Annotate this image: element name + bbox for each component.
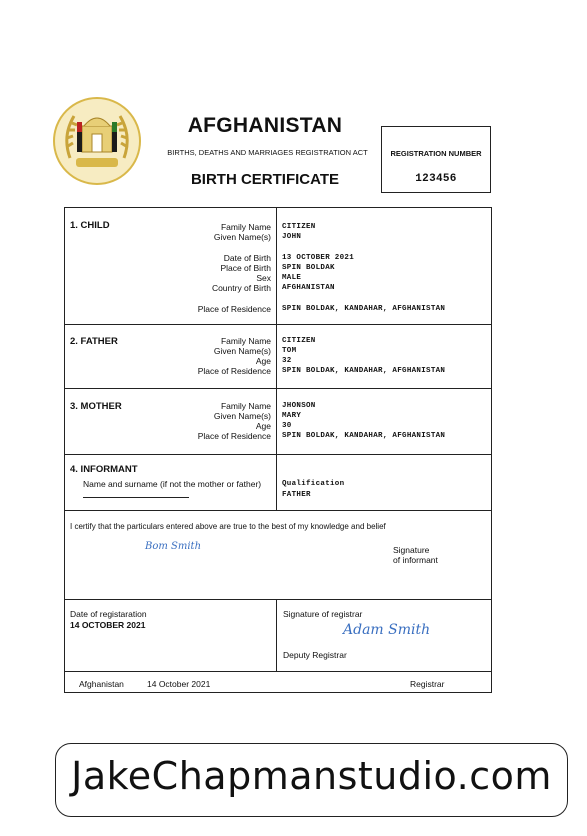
- mother-age: 30: [282, 422, 292, 430]
- informant-signature: Bom Smith: [145, 541, 202, 552]
- child-residence: SPIN BOLDAK, KANDAHAR, AFGHANISTAN: [282, 305, 446, 313]
- mother-age-label: Age: [255, 421, 271, 431]
- registration-box: [381, 126, 491, 193]
- column-divider: [276, 208, 277, 510]
- child-family-name-label: Family Name: [220, 222, 271, 232]
- child-given-names-label: Given Name(s): [213, 232, 271, 242]
- child-family-name: CITIZEN: [282, 223, 316, 231]
- section-father-heading: 2. FATHER: [70, 336, 118, 347]
- qualification-value: FATHER: [282, 491, 311, 499]
- registration-number: 123456: [415, 173, 457, 185]
- father-age: 32: [282, 357, 292, 365]
- child-pob-label: Place of Birth: [220, 263, 271, 273]
- father-family-name: CITIZEN: [282, 337, 316, 345]
- mother-given-names-label: Given Name(s): [213, 411, 271, 421]
- child-cob-label: Country of Birth: [211, 283, 271, 293]
- document-type: BIRTH CERTIFICATE: [190, 171, 340, 188]
- child-sex-label: Sex: [256, 273, 271, 283]
- child-cob: AFGHANISTAN: [282, 284, 335, 292]
- registration-date-label: Date of registaration: [70, 609, 147, 619]
- divider: [65, 599, 491, 600]
- registrar-signature-label: Signature of registrar: [283, 609, 363, 619]
- divider: [65, 510, 491, 511]
- divider: [65, 324, 491, 325]
- child-given-names: JOHN: [282, 233, 302, 241]
- child-pob: SPIN BOLDAK: [282, 264, 335, 272]
- section-informant-heading: 4. INFORMANT: [70, 464, 138, 475]
- mother-residence: SPIN BOLDAK, KANDAHAR, AFGHANISTAN: [282, 432, 446, 440]
- act-subtitle: BIRTHS, DEATHS AND MARRIAGES REGISTRATION ACT: [167, 148, 368, 157]
- mother-residence-label: Place of Residence: [197, 431, 271, 441]
- informant-label: of informant: [393, 555, 438, 565]
- column-divider: [276, 599, 277, 671]
- child-residence-label: Place of Residence: [197, 304, 271, 314]
- divider: [65, 671, 491, 672]
- child-sex: MALE: [282, 274, 302, 282]
- watermark-text: JakeChapmanstudio.com: [71, 754, 552, 798]
- informant-name-label: Name and surname (if not the mother or father): [83, 479, 262, 489]
- certificate-form: [64, 207, 492, 693]
- registrar-signature: Adam Smith: [343, 622, 431, 638]
- father-residence: SPIN BOLDAK, KANDAHAR, AFGHANISTAN: [282, 367, 446, 375]
- qualification-label: Qualification: [282, 480, 345, 488]
- certify-statement: I certify that the particulars entered above are true to the best of my knowledge and belief: [70, 522, 386, 531]
- father-family-name-label: Family Name: [220, 336, 271, 346]
- divider: [65, 388, 491, 389]
- national-emblem: [52, 96, 142, 186]
- father-given-names-label: Given Name(s): [213, 346, 271, 356]
- informant-name-line: [83, 497, 189, 498]
- watermark-banner: [55, 743, 568, 817]
- child-dob-label: Date of Birth: [223, 253, 271, 263]
- mother-family-name: JHONSON: [282, 402, 316, 410]
- signature-label: Signature: [393, 545, 430, 555]
- mother-family-name-label: Family Name: [220, 401, 271, 411]
- country-title: AFGHANISTAN: [187, 114, 343, 137]
- father-age-label: Age: [255, 356, 271, 366]
- child-dob: 13 OCTOBER 2021: [282, 254, 355, 262]
- divider: [65, 454, 491, 455]
- father-residence-label: Place of Residence: [197, 366, 271, 376]
- footer-date: 14 October 2021: [147, 679, 211, 689]
- section-mother-heading: 3. MOTHER: [70, 401, 122, 412]
- footer-place: Afghanistan: [79, 679, 124, 689]
- father-given-names: TOM: [282, 347, 297, 355]
- mother-given-names: MARY: [282, 412, 302, 420]
- registration-label: REGISTRATION NUMBER: [390, 149, 482, 158]
- deputy-registrar-label: Deputy Registrar: [283, 650, 347, 660]
- registration-date: 14 OCTOBER 2021: [70, 620, 146, 630]
- section-child-heading: 1. CHILD: [70, 220, 110, 231]
- footer-role: Registrar: [410, 679, 445, 689]
